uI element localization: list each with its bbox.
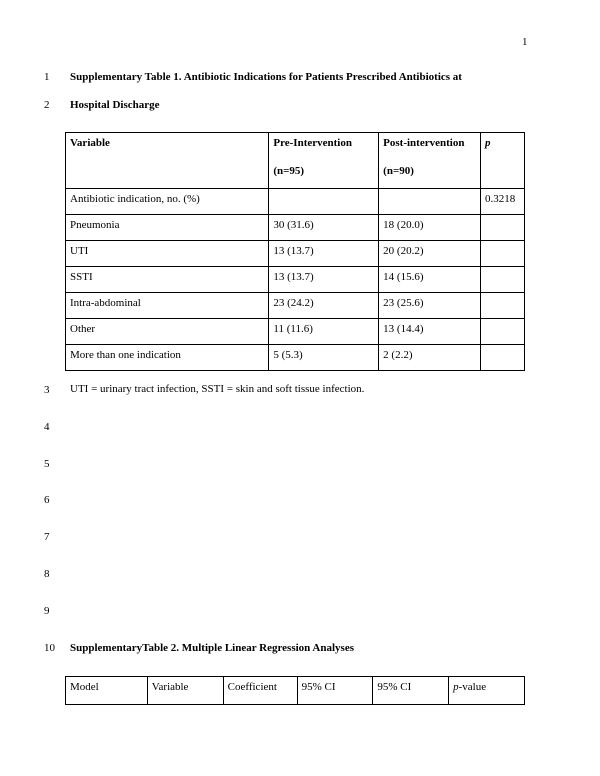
header-p-value: [449, 677, 525, 705]
header-ci-1: 95% CI: [297, 677, 373, 705]
table-row: [66, 319, 525, 345]
supplementary-table-1: [65, 132, 525, 371]
line-number: 3: [44, 384, 50, 396]
cell-p: [481, 267, 525, 293]
cell-pre: 30 (31.6): [269, 215, 379, 241]
table-row: [66, 293, 525, 319]
cell-p: 0.3218: [481, 189, 525, 215]
cell-variable: Intra-abdominal: [66, 293, 269, 319]
header-p-suffix: -value: [458, 681, 487, 693]
line-number: 9: [44, 605, 50, 617]
cell-variable: Pneumonia: [66, 215, 269, 241]
line-number: 5: [44, 458, 50, 470]
cell-post: 20 (20.2): [379, 241, 481, 267]
header-pre-n: (n=95): [273, 165, 305, 177]
line-number: 8: [44, 568, 50, 580]
table-row: [66, 241, 525, 267]
cell-post: 14 (15.6): [379, 267, 481, 293]
header-pre-label: Pre-Intervention: [273, 137, 352, 149]
cell-p: [481, 215, 525, 241]
cell-pre: 13 (13.7): [269, 267, 379, 293]
table1-footnote: UTI = urinary tract infection, SSTI = skin and soft tissue infection.: [70, 383, 365, 395]
header-ci-2: 95% CI: [373, 677, 449, 705]
table-row: [66, 189, 525, 215]
line-number: 4: [44, 421, 50, 433]
cell-post: 13 (14.4): [379, 319, 481, 345]
table-row: [66, 345, 525, 371]
cell-p: [481, 319, 525, 345]
header-post-intervention: [379, 133, 481, 189]
cell-variable: Antibiotic indication, no. (%): [66, 189, 269, 215]
table-row: [66, 267, 525, 293]
table2-title: SupplementaryTable 2. Multiple Linear Regression Analyses: [70, 642, 354, 654]
cell-variable: UTI: [66, 241, 269, 267]
header-p-italic: p: [453, 681, 459, 693]
table-header-row: [66, 677, 525, 705]
header-model: Model: [66, 677, 148, 705]
page-number: 1: [522, 36, 528, 48]
supplementary-table-2: [65, 676, 525, 705]
table1-title-line2: Hospital Discharge: [70, 99, 160, 111]
line-number: 10: [44, 642, 55, 654]
line-number: 6: [44, 494, 50, 506]
header-coefficient: Coefficient: [223, 677, 297, 705]
cell-p: [481, 345, 525, 371]
cell-post: 2 (2.2): [379, 345, 481, 371]
cell-pre: [269, 189, 379, 215]
cell-pre: 13 (13.7): [269, 241, 379, 267]
cell-pre: 5 (5.3): [269, 345, 379, 371]
cell-variable: More than one indication: [66, 345, 269, 371]
table-header-row: [66, 133, 525, 189]
cell-pre: 23 (24.2): [269, 293, 379, 319]
cell-post: 23 (25.6): [379, 293, 481, 319]
header-p: p: [481, 133, 525, 189]
table-row: [66, 215, 525, 241]
line-number: 7: [44, 531, 50, 543]
cell-p: [481, 241, 525, 267]
header-variable: Variable: [147, 677, 223, 705]
cell-variable: Other: [66, 319, 269, 345]
cell-pre: 11 (11.6): [269, 319, 379, 345]
header-post-n: (n=90): [383, 165, 414, 177]
header-post-label: Post-intervention: [383, 137, 465, 149]
table1-title-line1: Supplementary Table 1. Antibiotic Indications for Patients Prescribed Antibiotics at: [70, 71, 462, 83]
cell-post: [379, 189, 481, 215]
cell-variable: SSTI: [66, 267, 269, 293]
header-pre-intervention: [269, 133, 379, 189]
cell-p: [481, 293, 525, 319]
line-number: 1: [44, 71, 50, 83]
cell-post: 18 (20.0): [379, 215, 481, 241]
header-variable: Variable: [66, 133, 269, 189]
line-number: 2: [44, 99, 50, 111]
